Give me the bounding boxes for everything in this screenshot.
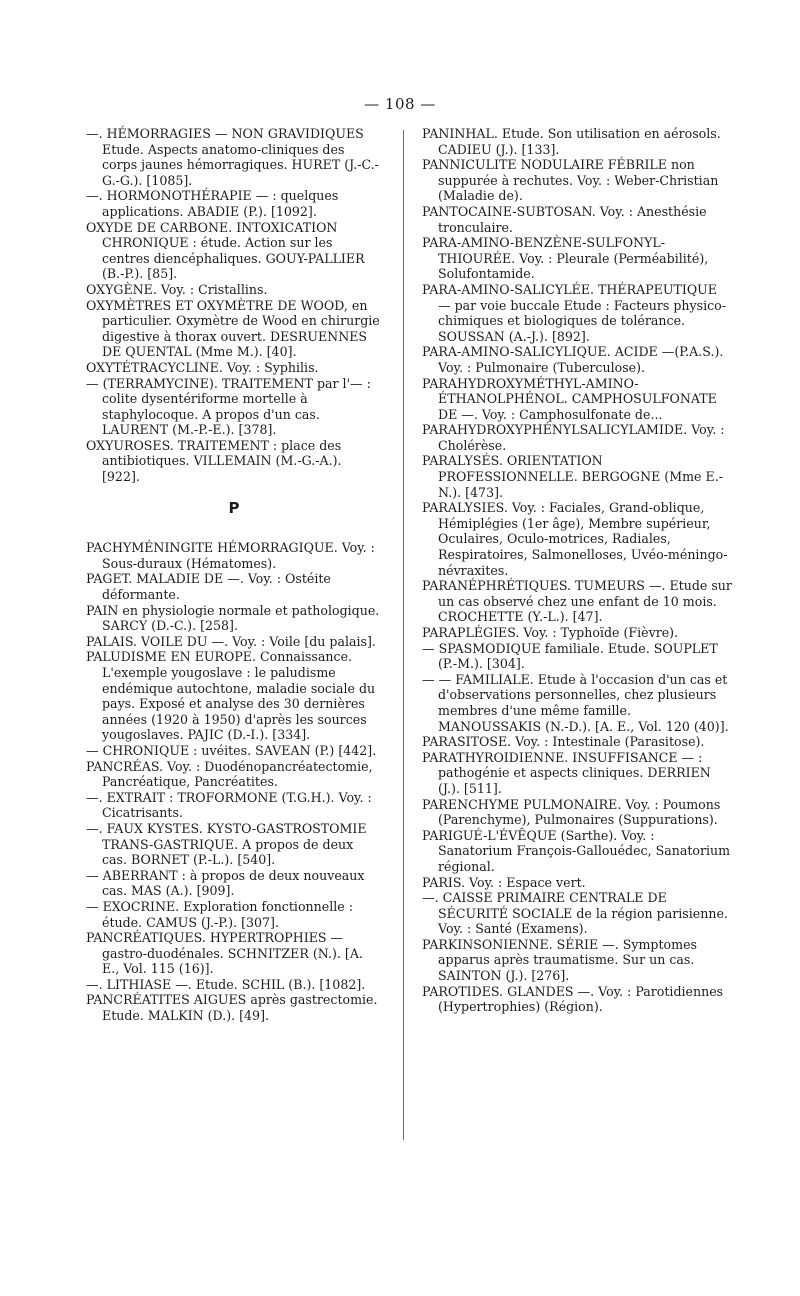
index-entry: PANCRÉAS. Voy. : Duodénopancréatectomie, Pancréatique, Pancréatites. [86, 758, 373, 790]
index-entry: PARAHYDROXYMÉTHYL-AMINO-ÉTHANOLPHÉNOL. CAMPHOSULFONATE DE —. Voy. : Camphosulfonate de... [422, 375, 717, 422]
index-entry: OXYDE DE CARBONE. INTOXICATION CHRONIQUE : étude. Action sur les centres diencéphaliques. GOUY-PALLIER (B.-P.). [85]. [86, 219, 365, 282]
index-entry: PARA-AMINO-SALICYLÉE. THÉRAPEUTIQUE — par voie buccale Etude : Facteurs physico-chimiques et biologiques de tolérance. SOUSSAN (A.-J.). [892]. [422, 281, 726, 344]
index-entry: — CHRONIQUE : uvéites. SAVEAN (P.) [442]. [86, 742, 377, 758]
section-letter-heading: P [228, 498, 240, 517]
index-entry: — ABERRANT : à propos de deux nouveaux cas. MAS (A.). [909]. [86, 867, 365, 899]
index-entry: — (TERRAMYCINE). TRAITEMENT par l'— : colite dysentériforme mortelle à staphylocoque. A propos d'un cas. LAURENT (M.-P.-E.). [378]. [86, 375, 371, 438]
index-entry: PANCRÉATITES AIGUES après gastrectomie. Etude. MALKIN (D.). [49]. [86, 992, 378, 1024]
index-entry: PANINHAL. Etude. Son utilisation en aérosols. CADIEU (J.). [133]. [422, 126, 721, 157]
index-column-right [422, 126, 732, 1015]
index-entry: —. HORMONOTHÉRAPIE — : quelques applications. ABADIE (P.). [1092]. [86, 188, 339, 219]
index-entry: PARA-AMINO-BENZÈNE-SULFONYL-THIOURÉE. Voy. : Pleurale (Perméabilité), Solufontamide. [422, 235, 709, 282]
index-entry: PACHYMÉNINGITE HÉMORRAGIQUE. Voy. : Sous-duraux (Hématomes). [86, 540, 375, 571]
index-entry: PARAPLÉGIES. Voy. : Typhoïde (Fièvre). [422, 625, 679, 640]
index-entry: OXYGÈNE. Voy. : Cristallins. [86, 281, 268, 297]
index-entry: PARKINSONIENNE. SÉRIE —. Symptomes apparus après traumatisme. Sur un cas. SAINTON (J.). [276]. [422, 936, 697, 984]
index-entry: —. FAUX KYSTES. KYSTO-GASTROSTOMIE TRANS-GASTRIQUE. A propos de deux cas. BORNET (P.-L.). [540]. [86, 820, 367, 868]
index-entry: —. CAISSE PRIMAIRE CENTRALE DE SÉCURITÉ SOCIALE de la région parisienne. Voy. : Santé (Examens). [422, 890, 728, 937]
index-entry: — SPASMODIQUE familiale. Etude. SOUPLET (P.-M.). [304]. [422, 640, 718, 672]
index-entry: PAGET. MALADIE DE —. Voy. : Ostéite déformante. [86, 571, 331, 603]
index-entry: PARAHYDROXYPHÉNYLSALICYLAMIDE. Voy. : Cholérèse. [422, 422, 725, 453]
index-entry: PARALYSÉS. ORIENTATION PROFESSIONNELLE. BERGOGNE (Mme E.-N.). [473]. [422, 453, 723, 500]
index-entry: —. LITHIASE —. Etude. SCHIL (B.). [1082]. [86, 976, 366, 992]
column-divider [403, 130, 404, 1140]
index-entry: PARATHYROIDIENNE. INSUFFISANCE — : pathogénie et aspects cliniques. DERRIEN (J.). [511]. [422, 749, 711, 796]
page-number: — 108 — [364, 95, 436, 113]
index-entry: PARIGUÉ-L'ÉVÊQUE (Sarthe). Voy. : Sanatorium François-Gallouédec, Sanatorium régional. [422, 827, 731, 874]
index-entry: PANTOCAINE-SUBTOSAN. Voy. : Anesthésie tronculaire. [422, 203, 707, 235]
index-entry: — EXOCRINE. Exploration fonctionnelle : étude. CAMUS (J.-P.). [307]. [86, 898, 353, 930]
index-entry: OXYUROSES. TRAITEMENT : place des antibiotiques. VILLEMAIN (M.-G.-A.). [922]. [86, 437, 342, 485]
index-entry: PAIN en physiologie normale et pathologique. SARCY (D.-C.). [258]. [86, 602, 380, 634]
index-entry: PALAIS. VOILE DU —. Voy. : Voile [du palais]. [86, 633, 376, 649]
index-entry: PANNICULITE NODULAIRE FÉBRILE non suppurée à rechutes. Voy. : Weber-Christian (Maladie de). [422, 157, 719, 204]
index-entry: — — FAMILIALE. Etude à l'occasion d'un cas et d'observations personnelles, chez plusieurs membres d'une même famille. MANOUSSAKIS (N.-D.). [A. E., Vol. 120 (40)]. [422, 671, 729, 734]
index-entry: OXYMÈTRES ET OXYMÈTRE DE WOOD, en particulier. Oxymètre de Wood en chirurgie digestive à thorax ouvert. DESRUENNES DE QUENTAL (Mme M.). [40]. [86, 297, 380, 360]
index-entry: PARANÉPHRÉTIQUES. TUMEURS —. Etude sur un cas observé chez une enfant de 10 mois. CROCHETTE (Y.-L.). [47]. [422, 578, 732, 625]
index-entry: PARASITOSE. Voy. : Intestinale (Parasitose). [422, 734, 705, 750]
index-entry: PARENCHYME PULMONAIRE. Voy. : Poumons (Parenchyme), Pulmonaires (Suppurations). [422, 796, 721, 828]
index-column-left [86, 126, 382, 1024]
index-entry: PARALYSIES. Voy. : Faciales, Grand-oblique, Hémiplégies (1er âge), Membre supérieur, Oculaires, Oculo-motrices, Radiales, Respiratoires, Salmonelloses, Uvéo-méningo-névraxites. [422, 500, 728, 578]
index-entry: —. HÉMORRAGIES — NON GRAVIDIQUES Etude. Aspects anatomo-cliniques des corps jaunes hémorragiques. HURET (J.-C.-G.-G.). [1085]. [86, 126, 379, 188]
index-entry: PALUDISME EN EUROPE. Connaissance. L'exemple yougoslave : le paludisme endémique autochtone, maladie sociale du pays. Exposé et analyse des 30 dernières années (1920 à 1950) d'après les sources yougoslaves. PAJIC (D.-I.). [334]. [86, 649, 376, 743]
index-entry: PANCRÉATIQUES. HYPERTROPHIES — gastro-duodénales. SCHNITZER (N.). [A. E., Vol. 115 (16)]. [86, 930, 363, 977]
index-entry: PARIS. Voy. : Espace vert. [422, 874, 586, 890]
index-entry: —. EXTRAIT : TROFORMONE (T.G.H.). Voy. : Cicatrisants. [86, 789, 372, 821]
index-entry: PAROTIDES. GLANDES —. Voy. : Parotidiennes (Hypertrophies) (Région). [422, 983, 724, 1015]
index-entry: PARA-AMINO-SALICYLIQUE. ACIDE —(P.A.S.). Voy. : Pulmonaire (Tuberculose). [422, 344, 724, 375]
index-entry: OXYTÉTRACYCLINE. Voy. : Syphilis. [86, 359, 319, 375]
